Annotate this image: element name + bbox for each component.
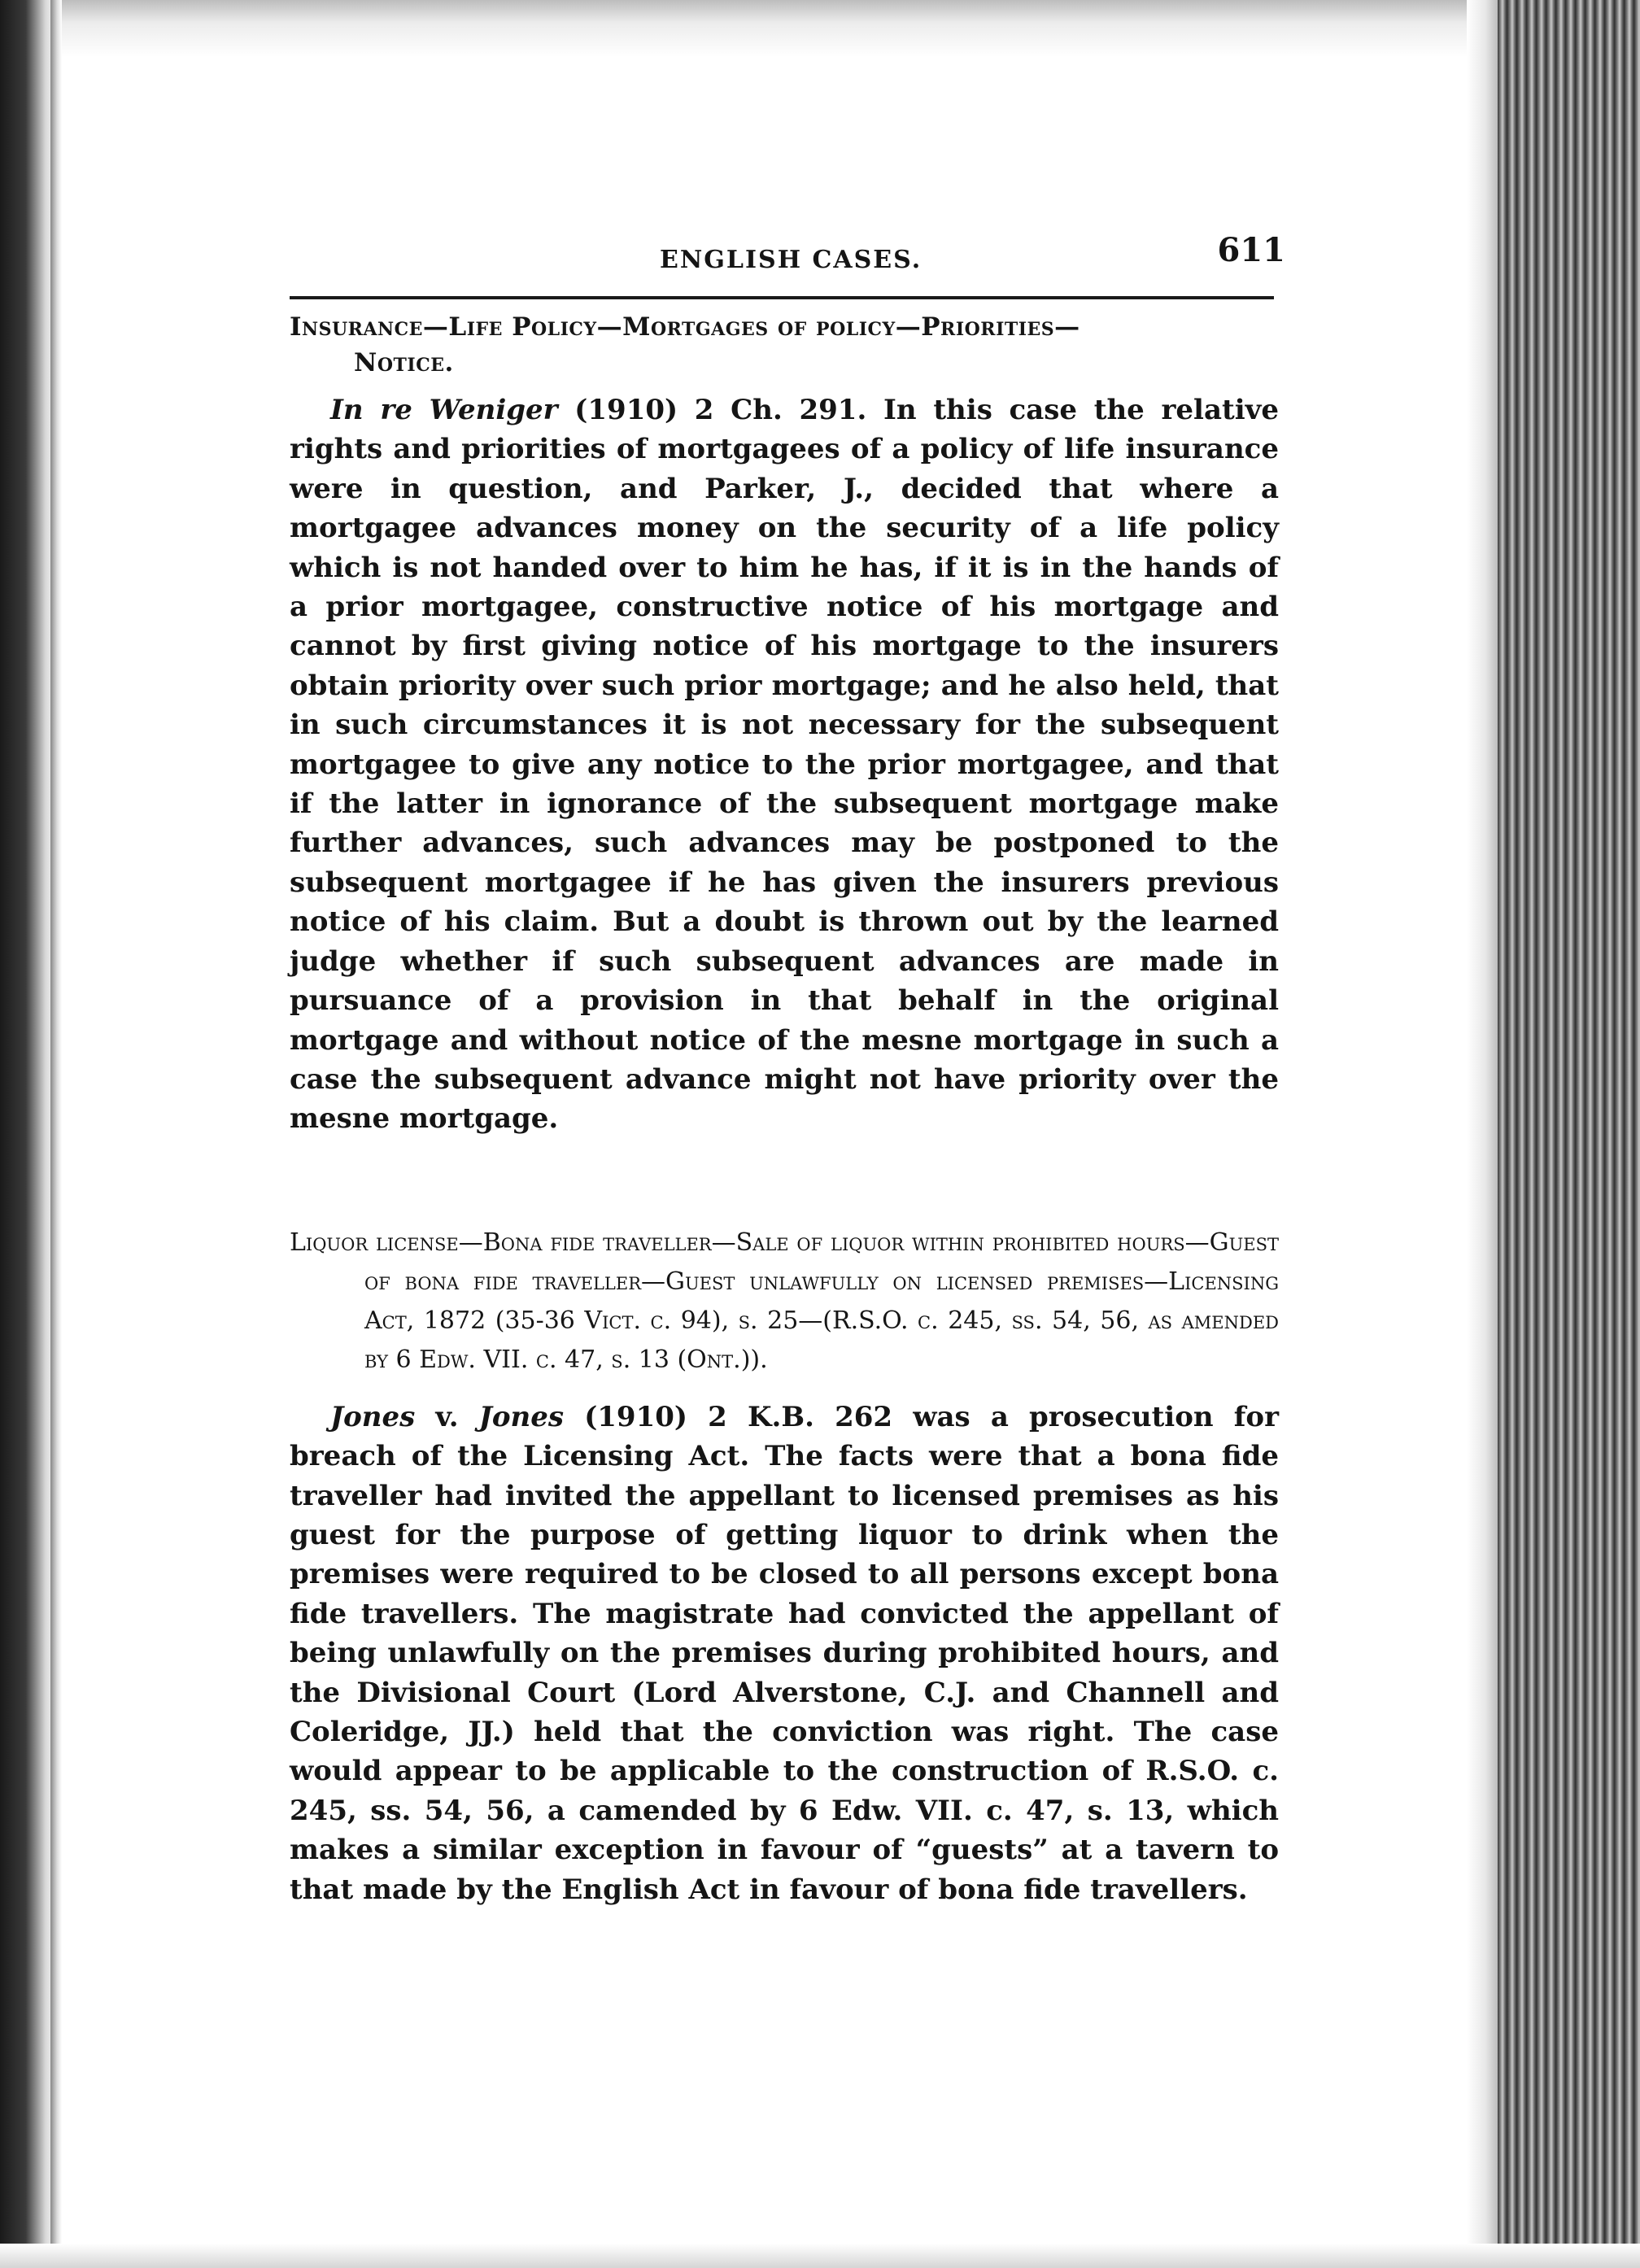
- headnote-line-1: Insurance—Life Policy—Mortgages of policy—Priorities—: [290, 312, 1080, 342]
- case-citation: (1910) 2 Ch. 291.: [557, 394, 867, 426]
- case-party-2: Jones: [478, 1400, 565, 1433]
- paragraph-text: (1910) 2 K.B. 262 was a prosecution for breach of the Licensing Act. The facts were that a bona fide traveller had invited the appellant to licensed premises as his guest for the purpose of getting liquor to drink when the premises were required to be closed to all persons except bona fide travellers. The magistrate had convicted the appellant of being unlawfully on the premises during prohibited hours, and the Divisional Court (Lord Alverstone, C.J. and Channell and Coleridge, JJ.) held that the conviction was right. The case would appear to be applicable to the construction of R.S.O. c. 245, ss. 54, 56, a camended by 6 Edw. VII. c. 47, s. 13, which makes a similar exception in favour of “guests” at a tavern to that made by the English Act in favour of bona fide travellers.: [290, 1400, 1279, 1906]
- case-party-1: Jones: [330, 1400, 416, 1433]
- case-name: In re Weniger: [330, 394, 558, 426]
- scan-left-gutter: [50, 0, 62, 2268]
- headnote-line-2: Notice.: [354, 348, 454, 377]
- headnote-insurance: [290, 309, 1279, 381]
- scan-top-edge: [49, 0, 1513, 57]
- headnote-liquor: Liquor license—Bona fide traveller—Sale of liquor within prohibited hours—Guest of bona fide traveller—Guest unlawfully on licensed premises—Licensing Act, 1872 (35-36 Vict. c. 94), s. 25—(R.S.O. c. 245, ss. 54, 56, as amended by 6 Edw. VII. c. 47, s. 13 (Ont.)).: [290, 1228, 1279, 1374]
- headnote-insurance-text: [290, 309, 1279, 381]
- scan-right-page-edges: [1498, 0, 1640, 2268]
- paragraph-text: In this case the relative rights and priorities of mortgagees of a policy of life insurance were in question, and Parker, J., decided that where a mortgagee advances money on the security of a life policy which is not handed over to him he has, if it is in the hands of a prior mortgagee, constructive notice of his mortgage and cannot by first giving notice of his mortgage to the insurers obtain priority over such prior mortgage; and he also held, that in such circumstances it is not necessary for the subsequent mortgagee to give any notice to the prior mortgagee, and that if the latter in ignorance of the subsequent mortgage make further advances, such advances may be postponed to the subsequent mortgagee if he has given the insurers previous notice of his claim. But a doubt is thrown out by the learned judge whether if such subsequent advances are made in pursuance of a provision in that behalf in the original mortgage and without notice of the mesne mortgage in such a case the subsequent advance might not have priority over the mesne mortgage.: [290, 394, 1280, 1136]
- book-page: [290, 221, 1285, 1909]
- scan-left-binding: [0, 0, 57, 2268]
- page-header: [290, 221, 1285, 281]
- case-v: v.: [415, 1400, 479, 1433]
- page-number: 611: [1217, 231, 1285, 269]
- paragraph-weniger: [290, 390, 1279, 1139]
- scan-right-shadow: [1467, 0, 1498, 2268]
- paragraph-jones: [290, 1398, 1279, 1909]
- running-head: ENGLISH CASES.: [660, 246, 922, 274]
- header-rule: [290, 296, 1274, 299]
- scan-bottom-edge: [0, 2244, 1640, 2268]
